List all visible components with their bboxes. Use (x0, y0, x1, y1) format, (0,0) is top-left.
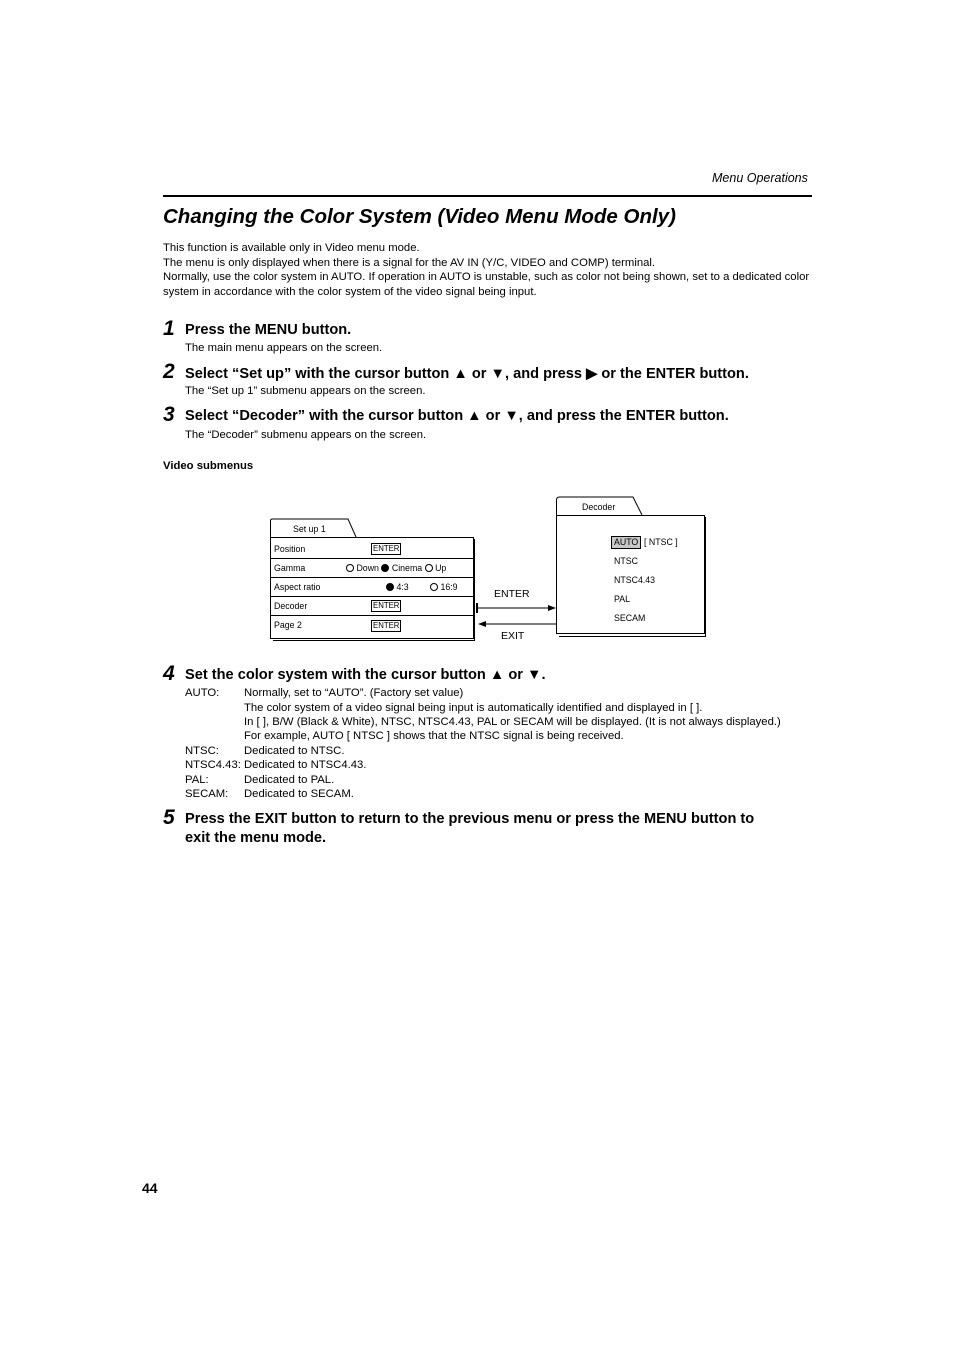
step-number-2: 2 (163, 360, 175, 383)
option-label-pal: PAL: (185, 774, 209, 786)
gamma-options (346, 563, 446, 573)
option-label-ntsc: NTSC: (185, 745, 219, 757)
gamma-option-up: Up (435, 563, 447, 573)
step-number-3: 3 (163, 403, 175, 426)
step-sub-1: The main menu appears on the screen. (185, 342, 383, 354)
option-ntsc-desc: Dedicated to NTSC. (244, 745, 345, 757)
navigation-arrows (476, 600, 560, 630)
option-label-ntsc443: NTSC4.43: (185, 759, 241, 771)
radio-off-icon (430, 583, 438, 591)
aspect-option-4-3: 4:3 (386, 582, 409, 592)
step-text-4: Set the color system with the cursor button ▲ or ▼. (185, 667, 546, 683)
option-ntsc443-desc: Dedicated to NTSC4.43. (244, 759, 367, 771)
intro-line-1: This function is available only in Video menu mode. (163, 242, 420, 254)
option-label-secam: SECAM: (185, 788, 229, 800)
decoder-item-secam: SECAM (614, 613, 646, 623)
step-number-1: 1 (163, 317, 175, 340)
decoder-menu-tab: Decoder (582, 502, 616, 512)
intro-line-3: Normally, use the color system in AUTO. If operation in AUTO is unstable, such as color not being shown, set to a dedicated color system in accordance with the color system of the video signal being input. (163, 271, 810, 298)
option-auto-line-2: The color system of a video signal being input is automatically identified and displayed in [ ]. (244, 702, 703, 714)
decoder-detected-signal: [ NTSC ] (644, 537, 678, 547)
option-auto-line-4: For example, AUTO [ NTSC ] shows that the NTSC signal is being received. (244, 730, 624, 742)
gamma-option-cinema: Cinema (391, 563, 423, 573)
setup-row-page2-enter: ENTER (373, 621, 400, 630)
page-number: 44 (142, 1180, 158, 1196)
step-number-4: 4 (163, 662, 175, 685)
setup-row-page2-label: Page 2 (274, 620, 302, 630)
step-text-2: Select “Set up” with the cursor button ▲ or ▼, and press ▶ or the ENTER button. (185, 366, 749, 382)
setup-row-position-label: Position (274, 544, 306, 554)
step-sub-3: The “Decoder” submenu appears on the screen. (185, 429, 427, 441)
header-rule (163, 195, 812, 197)
decoder-item-ntsc: NTSC (614, 556, 638, 566)
enter-arrow-label: ENTER (494, 588, 530, 600)
radio-on-icon (381, 564, 389, 572)
intro-line-2: The menu is only displayed when there is a signal for the AV IN (Y/C, VIDEO and COMP) terminal. (163, 257, 656, 269)
radio-on-icon (386, 583, 394, 591)
radio-off-icon (346, 564, 354, 572)
gamma-option-down: Down (356, 563, 379, 573)
exit-arrow-label: EXIT (501, 630, 525, 642)
setup-row-decoder-enter: ENTER (373, 601, 400, 610)
arrow-left-icon (478, 621, 486, 627)
setup-row-gamma-label: Gamma (274, 563, 306, 573)
decoder-item-pal: PAL (614, 594, 630, 604)
step-sub-2: The “Set up 1” submenu appears on the screen. (185, 385, 426, 397)
page-title: Changing the Color System (Video Menu Mode Only) (163, 205, 676, 228)
option-auto-line-1: Normally, set to “AUTO”. (Factory set value) (244, 687, 464, 699)
step-text-1: Press the MENU button. (185, 322, 352, 338)
setup-menu-tab: Set up 1 (293, 524, 326, 534)
setup-row-position-enter: ENTER (373, 544, 400, 553)
option-auto-line-3: In [ ], B/W (Black & White), NTSC, NTSC4.43, PAL or SECAM will be displayed. (It is not always displayed.) (244, 716, 781, 728)
step-text-5-line-2: exit the menu mode. (185, 830, 327, 846)
step-text-5-line-1: Press the EXIT button to return to the previous menu or press the MENU button to (185, 811, 755, 827)
aspect-option-16-9: 16:9 (430, 582, 458, 592)
decoder-item-ntsc443: NTSC4.43 (614, 575, 656, 585)
decoder-item-auto-selected: AUTO (611, 536, 641, 549)
setup-row-aspect-label: Aspect ratio (274, 582, 321, 592)
submenus-label: Video submenus (163, 460, 254, 472)
setup-row-decoder-label: Decoder (274, 601, 308, 611)
option-secam-desc: Dedicated to SECAM. (244, 788, 354, 800)
running-header: Menu Operations (712, 171, 808, 185)
radio-off-icon (425, 564, 433, 572)
step-number-5: 5 (163, 806, 175, 829)
option-label-auto: AUTO: (185, 687, 220, 699)
step-text-3: Select “Decoder” with the cursor button ▲ or ▼, and press the ENTER button. (185, 408, 729, 424)
option-pal-desc: Dedicated to PAL. (244, 774, 335, 786)
